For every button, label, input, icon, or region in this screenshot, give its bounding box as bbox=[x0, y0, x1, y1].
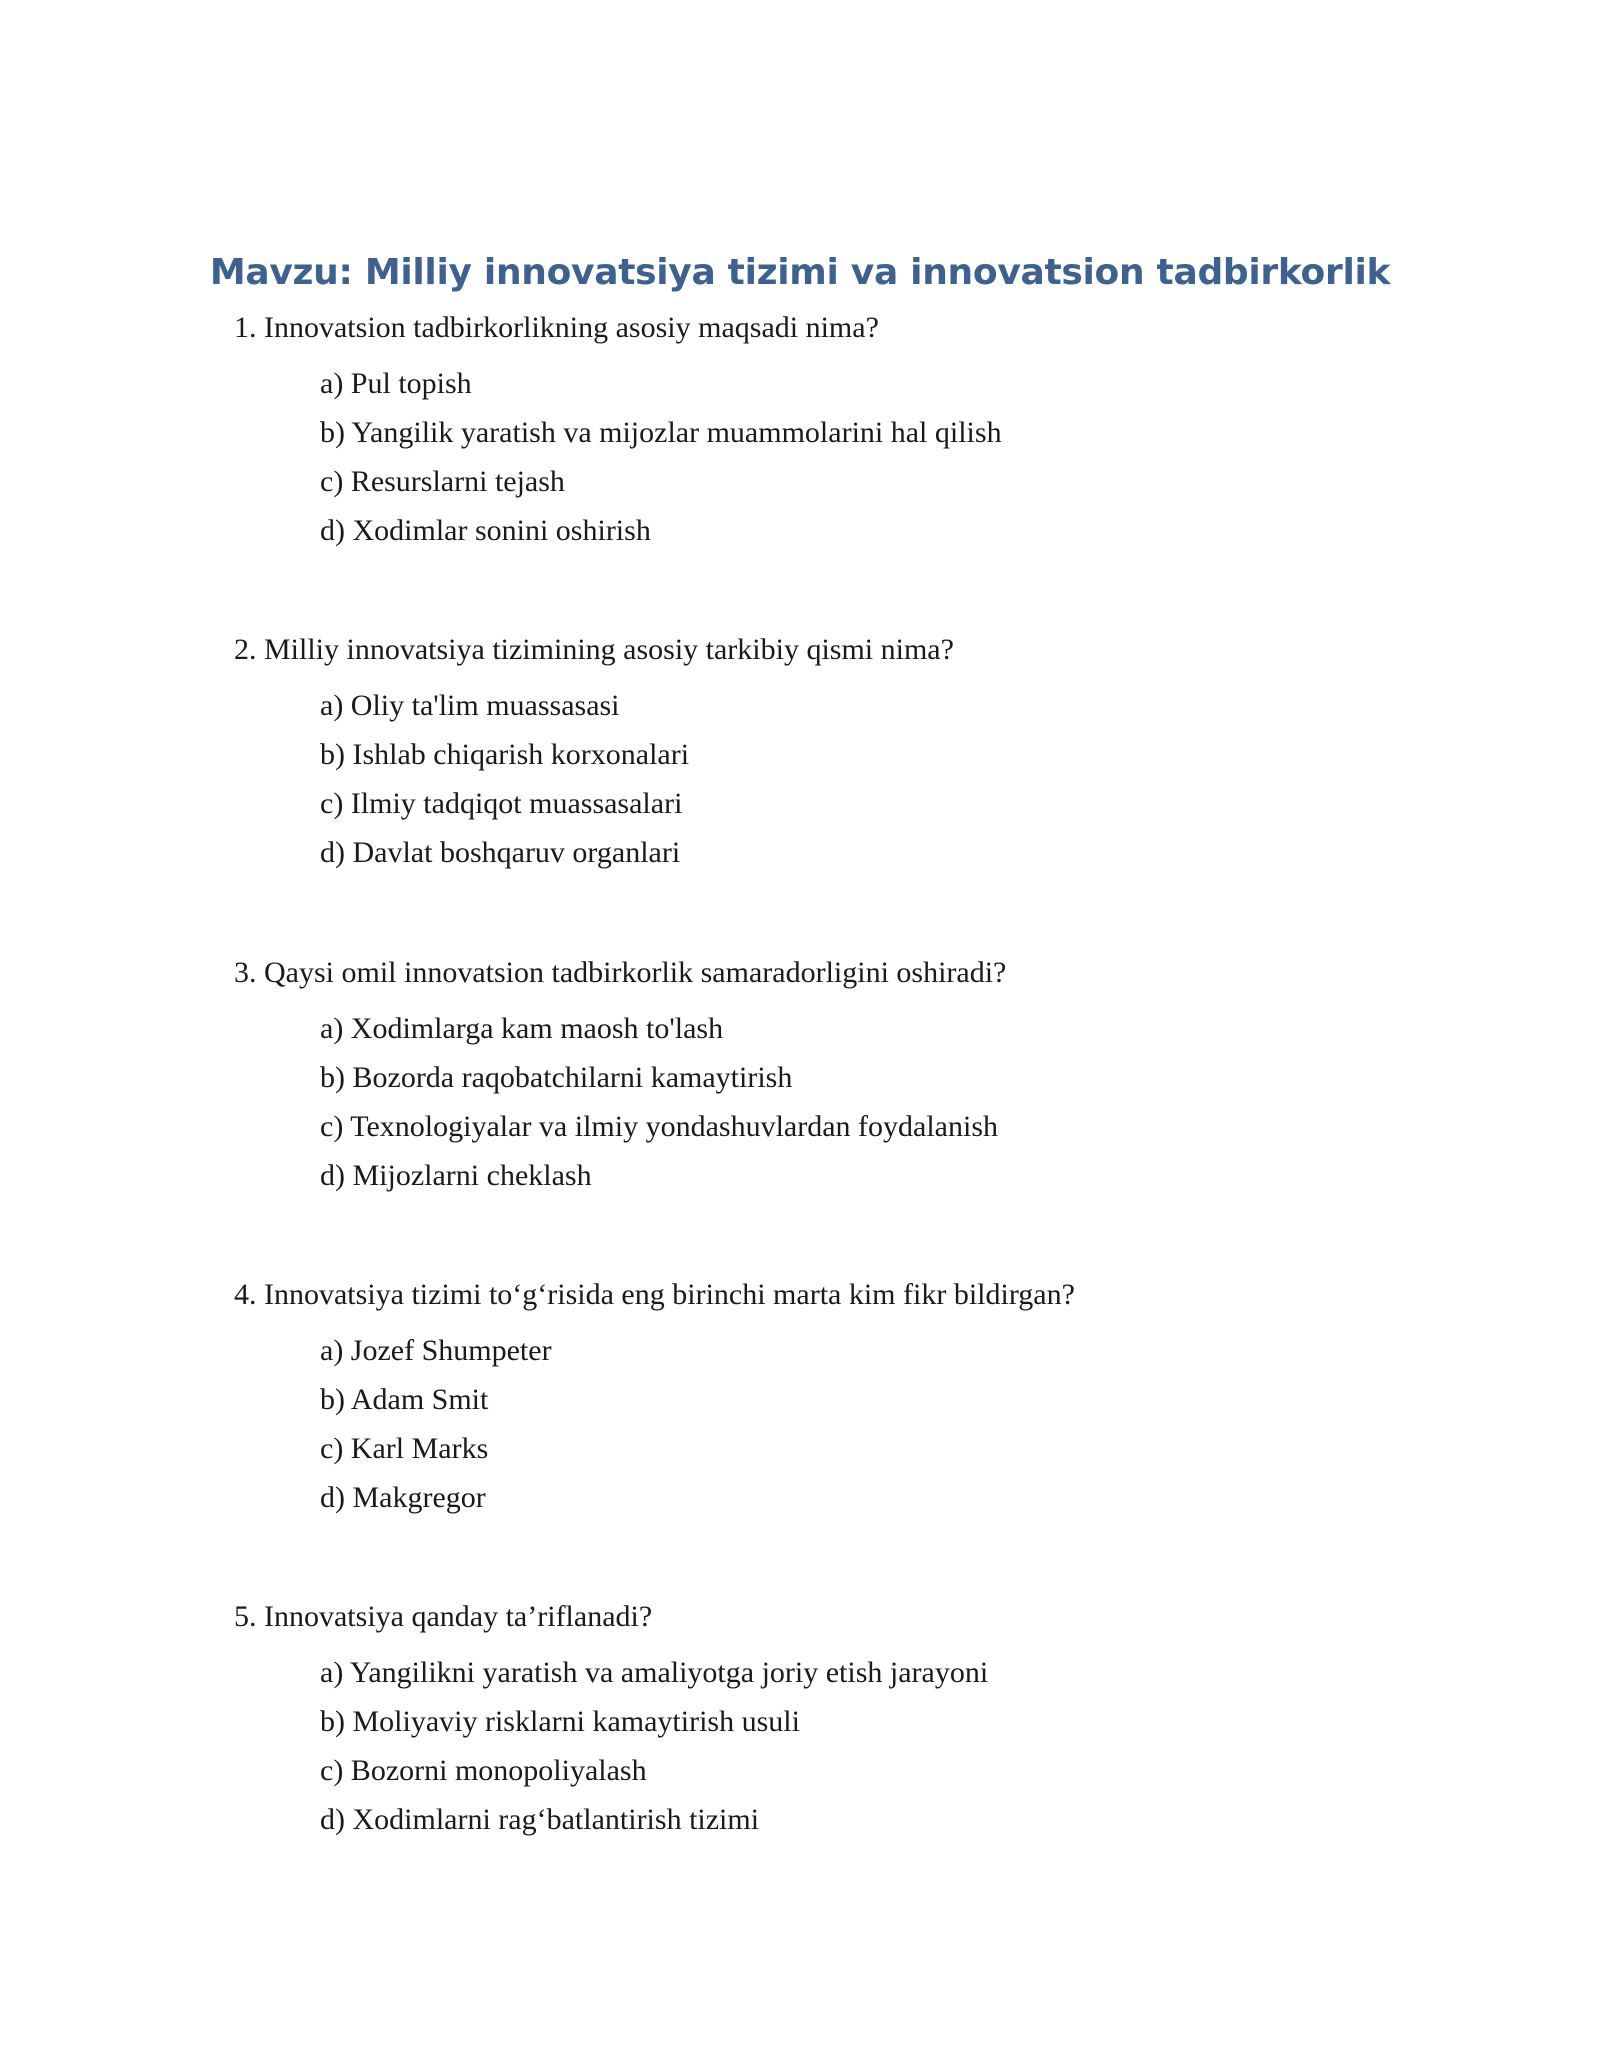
answer-option-d: d) Davlat boshqaruv organlari bbox=[320, 836, 681, 869]
answer-option-a: a) Xodimlarga kam maosh to'lash bbox=[320, 1012, 724, 1045]
answer-option-d: d) Mijozlarni cheklash bbox=[320, 1159, 592, 1192]
answer-options bbox=[234, 1332, 1434, 1528]
answer-option-a: a) Pul topish bbox=[320, 367, 472, 400]
answer-option-a: a) Yangilikni yaratish va amaliyotga joriy etish jarayoni bbox=[320, 1656, 989, 1689]
answer-options bbox=[234, 1010, 1434, 1206]
answer-option-b: b) Adam Smit bbox=[320, 1383, 489, 1416]
answer-option-b: b) Ishlab chiqarish korxonalari bbox=[320, 738, 690, 771]
question-4 bbox=[234, 1276, 1434, 1528]
answer-option-d: d) Xodimlar sonini oshirish bbox=[320, 514, 651, 547]
answer-option-c: c) Texnologiyalar va ilmiy yondashuvlardan foydalanish bbox=[320, 1110, 999, 1143]
question-1 bbox=[234, 309, 1434, 561]
answer-options bbox=[234, 1654, 1434, 1850]
answer-option-a: a) Oliy ta'lim muassasasi bbox=[320, 689, 620, 722]
answer-option-c: c) Bozorni monopoliyalash bbox=[320, 1754, 647, 1787]
question-text: 2. Milliy innovatsiya tizimining asosiy tarkibiy qismi nima? bbox=[234, 633, 954, 666]
question-text: 3. Qaysi omil innovatsion tadbirkorlik samaradorligini oshiradi? bbox=[234, 956, 1007, 989]
answer-option-d: d) Xodimlarni rag‘batlantirish tizimi bbox=[320, 1803, 760, 1836]
answer-option-b: b) Moliyaviy risklarni kamaytirish usuli bbox=[320, 1705, 800, 1738]
answer-option-c: c) Ilmiy tadqiqot muassasalari bbox=[320, 787, 683, 820]
answer-option-b: b) Bozorda raqobatchilarni kamaytirish bbox=[320, 1061, 793, 1094]
question-3 bbox=[234, 954, 1434, 1206]
question-text: 4. Innovatsiya tizimi to‘g‘risida eng birinchi marta kim fikr bildirgan? bbox=[234, 1278, 1075, 1311]
answer-option-b: b) Yangilik yaratish va mijozlar muammolarini hal qilish bbox=[320, 416, 1002, 449]
document-title: Mavzu: Milliy innovatsiya tizimi va innovatsion tadbirkorlik bbox=[209, 252, 1391, 293]
answer-options bbox=[234, 687, 1434, 883]
question-2 bbox=[234, 631, 1434, 883]
answer-option-c: c) Resurslarni tejash bbox=[320, 465, 565, 498]
question-5 bbox=[234, 1598, 1434, 1850]
answer-option-d: d) Makgregor bbox=[320, 1481, 486, 1514]
question-text: 1. Innovatsion tadbirkorlikning asosiy maqsadi nima? bbox=[234, 311, 879, 344]
answer-options bbox=[234, 365, 1434, 561]
question-text: 5. Innovatsiya qanday ta’riflanadi? bbox=[234, 1600, 653, 1633]
answer-option-c: c) Karl Marks bbox=[320, 1432, 489, 1465]
answer-option-a: a) Jozef Shumpeter bbox=[320, 1334, 552, 1367]
